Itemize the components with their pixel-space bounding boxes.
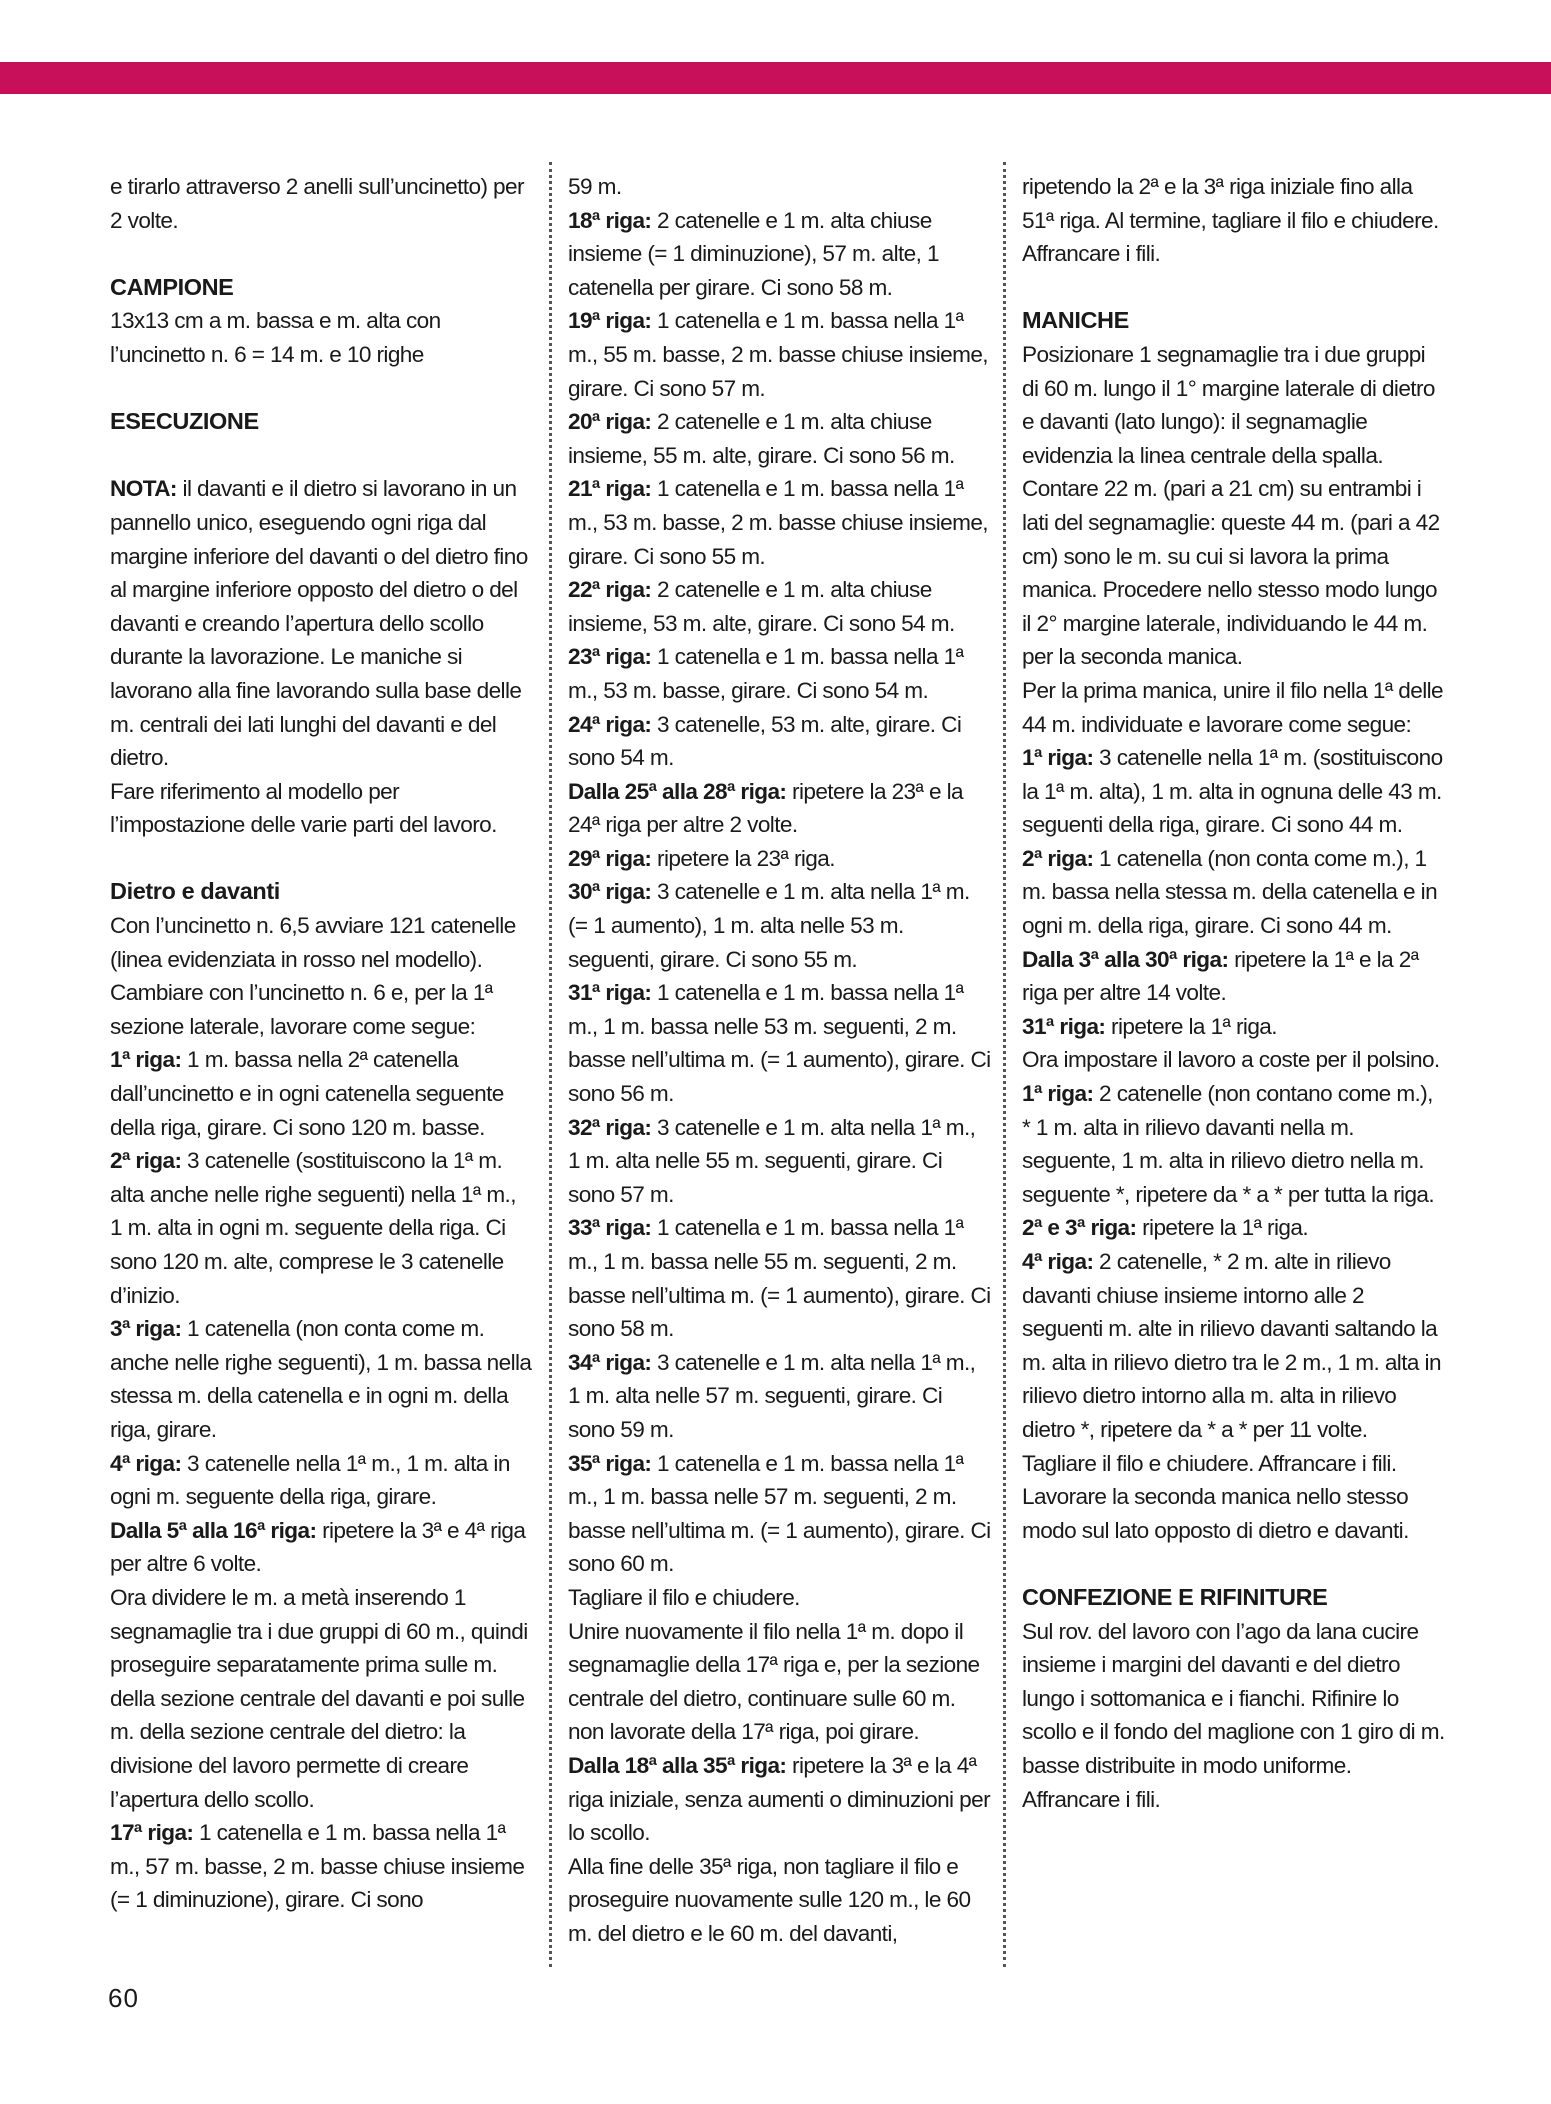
row-label: 18ª riga: (568, 207, 652, 233)
column-divider (1003, 162, 1006, 1967)
row-label: 4ª riga: (110, 1450, 182, 1476)
row-label: 30ª riga: (568, 879, 652, 905)
row-label: 35ª riga: (568, 1450, 652, 1476)
row-instruction (568, 1749, 991, 1850)
row-instruction (110, 1312, 533, 1446)
row-label: 1ª riga: (1022, 745, 1094, 771)
row-text: 2 catenelle (non contano come m.), * 1 m. alta in rilievo davanti nella m. seguente, 1 m. alta in rilievo dietro nella m. seguente *, ripetere da * a * per tutta la riga. (1022, 1081, 1435, 1207)
row-label: 31ª riga: (568, 980, 652, 1006)
row-instruction (568, 708, 991, 775)
end-text: Alla fine delle 35ª riga, non tagliare il filo e proseguire nuovamente sulle 120 m., le 60 m. del dietro e le 60 m. del davanti, (568, 1853, 971, 1946)
row-instruction (568, 640, 991, 707)
row-instruction (1022, 1245, 1445, 1447)
page-number: 60 (108, 1983, 139, 2013)
row-label: Dalla 5ª alla 16ª riga: (110, 1517, 317, 1543)
row-text: 1 catenella e 1 m. bassa nella 1ª m., 1 m. bassa nelle 55 m. seguenti, 2 m. basse nell’ultima m. (= 1 aumento), girare. Ci sono 58 m. (568, 1215, 991, 1342)
row-text: 1 catenella e 1 m. bassa nella 1ª m., 53 m. basse, 2 m. basse chiuse insieme, girare. Ci sono 55 m. (568, 476, 988, 569)
row-text: 3 catenelle nella 1ª m. (sostituiscono la 1ª m. alta), 1 m. alta in ognuna delle 43 m. seguenti della riga, girare. Ci sono 44 m. (1022, 745, 1443, 838)
row-instruction (1022, 1077, 1445, 1211)
row-text: ripetere la 1ª riga. (1105, 1013, 1277, 1039)
row-text: 3 catenelle e 1 m. alta nella 1ª m. (= 1 aumento), 1 m. alta nelle 53 m. seguenti, girare. Ci sono 55 m. (568, 879, 970, 972)
magenta-header-bar (0, 62, 1551, 94)
row-label: 32ª riga: (568, 1114, 652, 1140)
nota-paragraph (110, 472, 533, 774)
second-sleeve-text: Lavorare la seconda manica nello stesso modo sul lato opposto di dietro e davanti. (1022, 1484, 1409, 1543)
row-label: Dalla 18ª alla 35ª riga: (568, 1752, 787, 1778)
confezione-heading: CONFEZIONE E RIFINITURE (1022, 1583, 1328, 1610)
row-text: 2 catenelle e 1 m. alta chiuse insieme, 53 m. alte, girare. Ci sono 54 m. (568, 577, 955, 636)
row-label: 34ª riga: (568, 1349, 652, 1375)
row-instruction (568, 304, 991, 405)
row-text: ripetere la 3ª e la 4ª riga iniziale, senza aumenti o diminuzioni per lo scollo. (568, 1752, 991, 1846)
row-label: 2ª riga: (110, 1148, 182, 1174)
dietro-davanti-heading: Dietro e davanti (110, 878, 280, 905)
row-text: 2 catenelle e 1 m. alta chiuse insieme (= 1 diminuzione), 57 m. alte, 1 catenella per girare. Ci sono 58 m. (568, 207, 939, 300)
row-label: 21ª riga: (568, 476, 652, 502)
column-left (110, 170, 533, 1917)
row-instruction (1022, 1010, 1445, 1044)
divide-text: Ora dividere le m. a metà inserendo 1 segnamaglie tra i due gruppi di 60 m., quindi proseguire separatamente prima sulle m. della sezione centrale del davanti e poi sulle m. della sezione centrale del dietro: la divisione del lavoro permette di creare l’apertura dello scollo. (110, 1584, 528, 1812)
row-instruction (568, 1211, 991, 1345)
coste-text: Ora impostare il lavoro a coste per il polsino. (1022, 1047, 1440, 1073)
cut-text: Tagliare il filo e chiudere. Affrancare i fili. (1022, 1450, 1397, 1476)
row-label: 1ª riga: (1022, 1081, 1094, 1107)
row-text: 2 catenelle, * 2 m. alte in rilievo davanti chiuse insieme intorno alle 2 seguenti m. alte in rilievo davanti saltando la m. alta in rilievo dietro tra le 2 m., 1 m. alta in rilievo dietro intorno alla m. alta in rilievo dietro *, ripetere da * a * per 11 volte. (1022, 1249, 1441, 1442)
row-instruction (110, 1144, 533, 1312)
row-label: 3ª riga: (110, 1316, 182, 1342)
row-label: 17ª riga: (110, 1820, 194, 1846)
dietro-intro: Con l’uncinetto n. 6,5 avviare 121 catenelle (linea evidenziata in rosso nel modello). Cambiare con l’uncinetto n. 6 e, per la 1ª sezione laterale, lavorare come segue: (110, 913, 516, 1039)
row-label: 24ª riga: (568, 711, 652, 737)
row-label: 2ª e 3ª riga: (1022, 1215, 1137, 1241)
row-instructions-col2 (568, 204, 991, 1581)
row-label: 2ª riga: (1022, 845, 1094, 871)
row-instruction (1022, 741, 1445, 842)
row-instruction (1022, 943, 1445, 1010)
row-label: 33ª riga: (568, 1215, 652, 1241)
row-label: 1ª riga: (110, 1047, 182, 1073)
campione-heading: CAMPIONE (110, 273, 234, 300)
row-text: 1 catenella (non conta come m. anche nelle righe seguenti), 1 m. bassa nella stessa m. della catenella e in ogni m. della riga, girare. (110, 1316, 532, 1442)
row-text: 3 catenelle, 53 m. alte, girare. Ci sono 54 m. (568, 711, 962, 771)
maniche-text: Posizionare 1 segnamaglie tra i due gruppi di 60 m. lungo il 1° margine laterale di dietro e davanti (lato lungo): il segnamaglie evidenzia la linea centrale della spalla. Contare 22 m. (pari a 21 cm) su entrambi i lati del segnamaglie: queste 44 m. (pari a 42 cm) sono le m. su cui si lavora la prima manica. Procedere nello stesso modo lungo il 2° margine laterale, individuando le 44 m. per la seconda manica. (1022, 341, 1440, 670)
row-text: 1 catenella e 1 m. bassa nella 1ª m., 57 m. basse, 2 m. basse chiuse insieme (= 1 diminuzione), girare. Ci sono (110, 1820, 525, 1913)
esecuzione-heading: ESECUZIONE (110, 408, 259, 435)
cut-text: Tagliare il filo e chiudere. (568, 1584, 800, 1610)
row-instruction (110, 1816, 533, 1917)
row-label: 19ª riga: (568, 308, 652, 334)
row-text: ripetere la 23ª e la 24ª riga per altre 2 volte. (568, 778, 963, 838)
row-instruction (568, 775, 991, 842)
confezione-text: Sul rov. del lavoro con l’ago da lana cucire insieme i margini del davanti e del dietro lungo i sottomanica e i fianchi. Rifinire lo scollo e il fondo del maglione con 1 giro di m. basse distribuite in modo uniforme. Affrancare i fili. (1022, 1618, 1445, 1812)
nota-label: NOTA: (110, 476, 177, 502)
row-text: ripetere la 1ª riga. (1136, 1215, 1309, 1241)
row-label: 20ª riga: (568, 409, 652, 435)
row-instruction (1022, 1211, 1445, 1245)
row-instruction (110, 1043, 533, 1144)
row-instruction (568, 875, 991, 976)
continued-text: 59 m. (568, 174, 622, 199)
intro-text: e tirarlo attraverso 2 anelli sull’uncinetto) per 2 volte. (110, 174, 524, 233)
row-instruction (568, 204, 991, 305)
row-text: ripetere la 3ª e 4ª riga per altre 6 volte. (110, 1517, 526, 1577)
row-text: 1 catenella e 1 m. bassa nella 1ª m., 53 m. basse, girare. Ci sono 54 m. (568, 644, 964, 703)
row-instruction (568, 1447, 991, 1581)
row-instruction (568, 405, 991, 472)
row-text: 3 catenelle e 1 m. alta nella 1ª m., 1 m. alta nelle 55 m. seguenti, girare. Ci sono 57 m. (568, 1114, 976, 1207)
row-text: ripetere la 1ª e la 2ª riga per altre 14 volte. (1022, 946, 1419, 1006)
row-label: 23ª riga: (568, 644, 652, 670)
rejoin-text: Unire nuovamente il filo nella 1ª m. dopo il segnamaglie della 17ª riga e, per la sezione centrale del dietro, continuare sulle 60 m. non lavorate della 17ª riga, poi girare. (568, 1618, 980, 1745)
column-right (1022, 170, 1445, 1816)
continued-text: ripetendo la 2ª e la 3ª riga iniziale fino alla 51ª riga. Al termine, tagliare il filo e chiudere. Affrancare i fili. (1022, 174, 1439, 267)
row-label: 31ª riga: (1022, 1013, 1106, 1039)
row-text: 3 catenelle e 1 m. alta nella 1ª m., 1 m. alta nelle 57 m. seguenti, girare. Ci sono 59 m. (568, 1349, 976, 1442)
row-text: 3 catenelle (sostituiscono la 1ª m. alta anche nelle righe seguenti) nella 1ª m., 1 m. alta in ogni m. seguente della riga. Ci sono 120 m. alte, comprese le 3 catenelle d’inizio. (110, 1148, 516, 1308)
row-instruction (568, 1346, 991, 1447)
prima-manica-text: Per la prima manica, unire il filo nella 1ª delle 44 m. individuate e lavorare come segue: (1022, 677, 1444, 737)
row-label: Dalla 3ª alla 30ª riga: (1022, 946, 1229, 972)
row-label: 22ª riga: (568, 577, 652, 603)
row-instruction (568, 573, 991, 640)
row-label: 29ª riga: (568, 845, 652, 871)
campione-text: 13x13 cm a m. bassa e m. alta con l’uncinetto n. 6 = 14 m. e 10 righe (110, 308, 441, 367)
row-text: 1 m. bassa nella 2ª catenella dall’uncinetto e in ogni catenella seguente della riga, girare. Ci sono 120 m. basse. (110, 1047, 504, 1140)
row-text: 1 catenella e 1 m. bassa nella 1ª m., 1 m. bassa nelle 57 m. seguenti, 2 m. basse nell’ultima m. (= 1 aumento), girare. Ci sono 60 m. (568, 1450, 991, 1577)
row-text: 2 catenelle e 1 m. alta chiuse insieme, 55 m. alte, girare. Ci sono 56 m. (568, 409, 955, 468)
row-instruction (568, 976, 991, 1110)
row-instructions-col3 (1022, 741, 1445, 1043)
row-label: Dalla 25ª alla 28ª riga: (568, 778, 787, 804)
row-instruction (568, 842, 991, 876)
row-text: 1 catenella e 1 m. bassa nella 1ª m., 1 m. bassa nelle 53 m. seguenti, 2 m. basse nell’ultima m. (= 1 aumento), girare. Ci sono 56 m. (568, 980, 991, 1107)
row-instructions-polsino (1022, 1077, 1445, 1447)
row-instruction (110, 1447, 533, 1514)
row-instruction (568, 1111, 991, 1212)
row-instruction (1022, 842, 1445, 943)
row-instruction (110, 1514, 533, 1581)
column-middle (568, 170, 991, 1950)
maniche-heading: MANICHE (1022, 307, 1129, 334)
row-instruction (568, 472, 991, 573)
row-text: 3 catenelle nella 1ª m., 1 m. alta in ogni m. seguente della riga, girare. (110, 1450, 510, 1510)
row-text: ripetere la 23ª riga. (651, 845, 835, 871)
nota-reference: Fare riferimento al modello per l’impostazione delle varie parti del lavoro. (110, 778, 497, 838)
column-divider (549, 162, 552, 1967)
row-label: 4ª riga: (1022, 1249, 1094, 1274)
row-text: 1 catenella e 1 m. bassa nella 1ª m., 55 m. basse, 2 m. basse chiuse insieme, girare. Ci sono 57 m. (568, 308, 988, 401)
row-text: 1 catenella (non conta come m.), 1 m. bassa nella stessa m. della catenella e in ogni m. della riga, girare. Ci sono 44 m. (1022, 845, 1438, 939)
nota-text: il davanti e il dietro si lavorano in un pannello unico, eseguendo ogni riga dal margine inferiore del davanti o del dietro fino al margine inferiore opposto del dietro o del davanti e creando l’apertura dello scollo durante la lavorazione. Le maniche si lavorano alla fine lavorando sulla base delle m. centrali dei lati lunghi del davanti e del dietro. (110, 476, 528, 771)
row-instructions-col1 (110, 1043, 533, 1581)
